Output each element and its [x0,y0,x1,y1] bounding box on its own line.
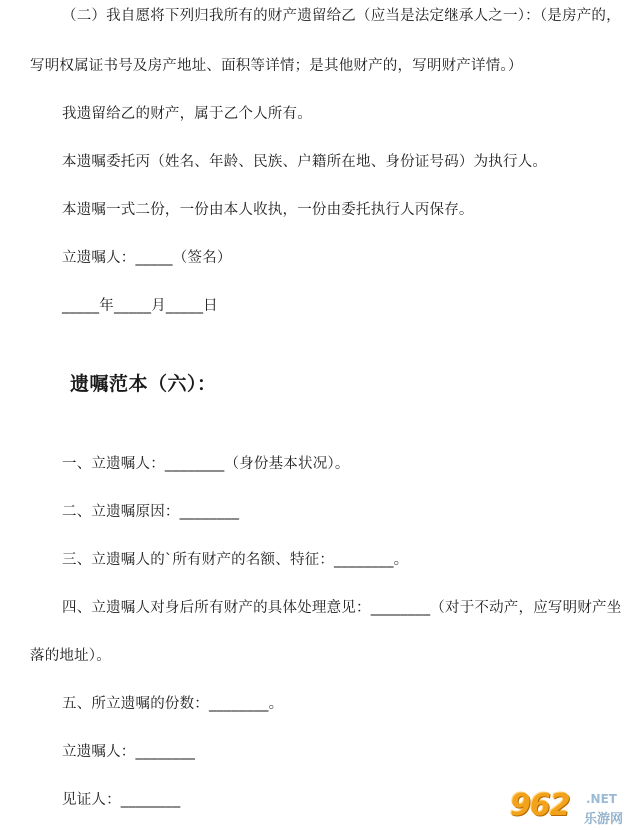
list-item: 五、所立遗嘱的份数：________。 [62,696,284,712]
site-watermark-logo [506,790,634,826]
witness-line: 见证人：________ [62,792,181,808]
testator-line: 立遗嘱人：________ [62,744,196,760]
paragraph-line: （二）我自愿将下列归我所有的财产遗留给乙（应当是法定继承人之一）：（是房产的， [62,8,621,24]
signature-line: 立遗嘱人：_____（签名） [62,250,232,266]
list-item: 三、立遗嘱人的`所有财产的名额、特征：________。 [62,552,409,568]
section-heading: 遗嘱范本（六）： [70,373,217,395]
list-item-continuation: 落的地址）。 [30,648,111,664]
list-item: 一、立遗嘱人：________（身份基本状况）。 [62,456,350,472]
list-item: 二、立遗嘱原因：________ [62,504,240,520]
watermark-suffix: .NET [586,792,617,806]
date-line: _____年_____月_____日 [62,298,218,314]
watermark-site-name: 乐游网 [584,812,624,827]
paragraph-line: 我遗留给乙的财产，属于乙个人所有。 [62,106,312,122]
watermark-number: 962 [510,788,570,823]
list-item: 四、立遗嘱人对身后所有财产的具体处理意见：________（对于不动产，应写明财产坐 [62,600,622,616]
paragraph-line: 本遗嘱委托丙（姓名、年龄、民族、户籍所在地、身份证号码）为执行人。 [62,154,548,170]
paragraph-line: 写明权属证书号及房产地址、面积等详情；是其他财产的，写明财产详情。） [30,58,523,74]
paragraph-line: 本遗嘱一式二份，一份由本人收执，一份由委托执行人丙保存。 [62,202,474,218]
